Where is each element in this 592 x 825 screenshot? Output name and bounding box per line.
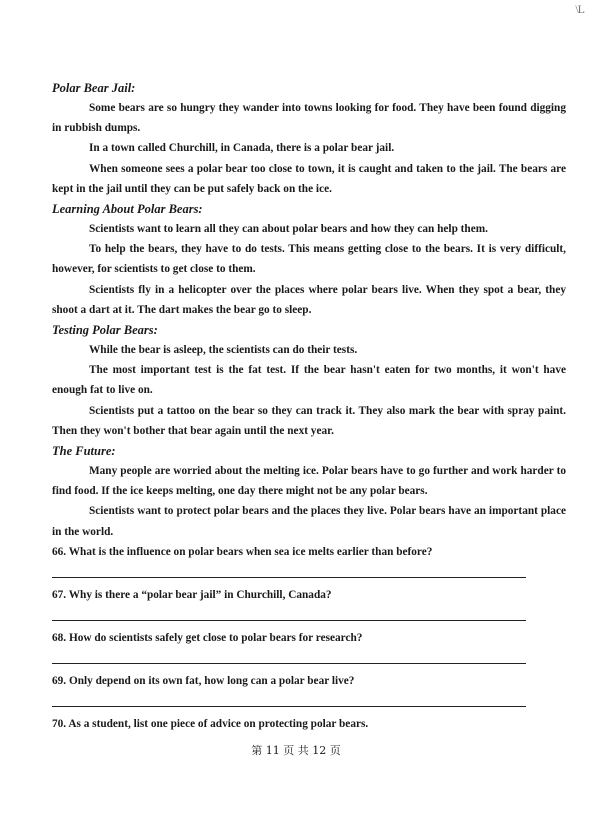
question-text: 66. What is the influence on polar bears when sea ice melts earlier than before? (52, 545, 433, 558)
section-heading: Learning About Polar Bears: (52, 202, 203, 217)
paragraph: To help the bears, they have to do tests. This means getting close to the bears. It is very difficult, however, for scientists to get close to them. (52, 243, 566, 276)
paragraph: Scientists put a tattoo on the bear so they can track it. They also mark the bear with spray paint. Then they won't bother that bear again until the next year. (52, 404, 566, 437)
question-67 (52, 585, 566, 621)
paragraph: When someone sees a polar bear too close to town, it is caught and taken to the jail. The bears are kept in the jail until they can be put safely back on the ice. (52, 162, 566, 195)
section-heading: Testing Polar Bears: (52, 323, 158, 338)
answer-line[interactable] (52, 562, 526, 578)
question-text: 67. Why is there a “polar bear jail” in Churchill, Canada? (52, 588, 332, 601)
question-68 (52, 628, 566, 664)
paragraph: Scientists want to protect polar bears and the places they live. Polar bears have an important place in the world. (52, 505, 566, 538)
section-the-future (52, 441, 566, 542)
question-69 (52, 671, 566, 707)
section-heading: Polar Bear Jail: (52, 81, 136, 95)
answer-line[interactable] (52, 648, 526, 664)
question-66 (52, 542, 566, 578)
paragraph: In a town called Churchill, in Canada, there is a polar bear jail. (89, 142, 395, 155)
paragraph: Many people are worried about the melting ice. Polar bears have to go further and work harder to find food. If the ice keeps melting, one day there might not be any polar bears. (52, 465, 566, 498)
section-heading: The Future: (52, 444, 116, 459)
answer-line[interactable] (52, 605, 526, 621)
answer-line[interactable] (52, 691, 526, 707)
question-text: 70. As a student, list one piece of advice on protecting polar bears. (52, 717, 369, 730)
question-70 (52, 714, 566, 734)
section-polar-bear-jail (52, 78, 566, 199)
question-text: 69. Only depend on its own fat, how long can a polar bear live? (52, 674, 355, 687)
paragraph: Scientists fly in a helicopter over the places where polar bears live. When they spot a bear, they shoot a dart at it. The dart makes the bear go to sleep. (52, 283, 566, 316)
page-number: 第 11 页 共 12 页 (251, 744, 341, 757)
paragraph: Scientists want to learn all they can about polar bears and how they can help them. (89, 223, 488, 236)
section-testing-polar-bears (52, 320, 566, 441)
paragraph: While the bear is asleep, the scientists can do their tests. (89, 344, 358, 357)
paragraph: The most important test is the fat test. If the bear hasn't eaten for two months, it won't have enough fat to live on. (52, 364, 566, 397)
paragraph: Some bears are so hungry they wander into towns looking for food. They have been found digging in rubbish dumps. (52, 102, 566, 135)
question-text: 68. How do scientists safely get close to polar bears for research? (52, 631, 363, 644)
passage (52, 78, 566, 734)
section-learning-about-polar-bears (52, 199, 566, 320)
corner-scribble: \L (575, 2, 584, 16)
